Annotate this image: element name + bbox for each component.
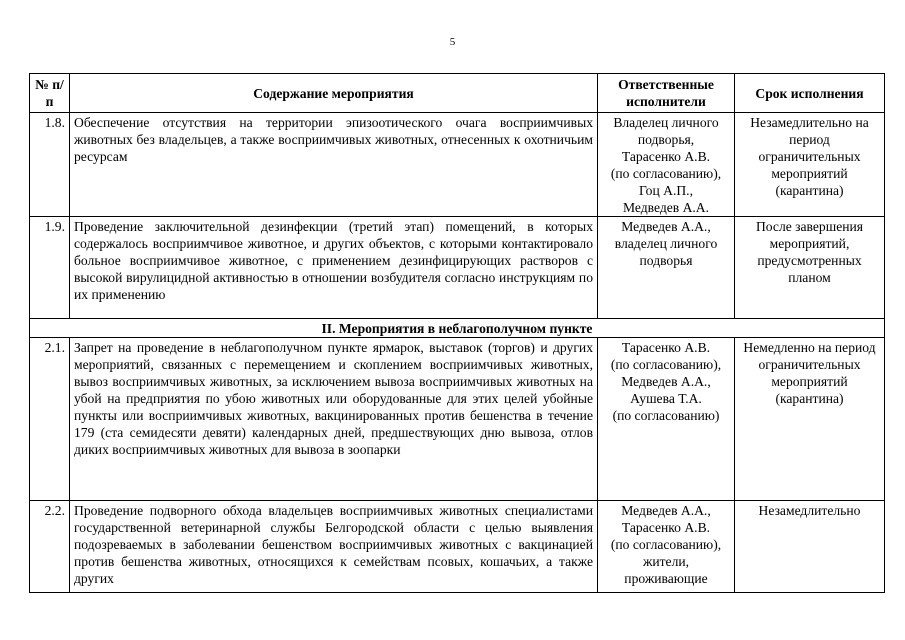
section-row bbox=[30, 319, 885, 338]
section-title: II. Мероприятия в неблагополучном пункте bbox=[30, 319, 885, 338]
row-responsible: Медведев А.А., владелец личного подворья bbox=[598, 217, 735, 319]
header-content: Содержание мероприятия bbox=[70, 74, 598, 113]
row-deadline: Незамедлительно на период ограничительных мероприятий (карантина) bbox=[735, 113, 885, 217]
row-num: 2.1. bbox=[30, 338, 70, 501]
row-deadline: Немедленно на период ограничительных мероприятий (карантина) bbox=[735, 338, 885, 501]
row-deadline: После завершения мероприятий, предусмотренных планом bbox=[735, 217, 885, 319]
header-responsible: Ответственные исполнители bbox=[598, 74, 735, 113]
row-content: Проведение заключительной дезинфекции (третий этап) помещений, в которых содержалось восприимчивое животное, и других объектов, с которыми контактировало больное восприимчивое животное, с применением дезинфицирующих растворов с высокой вирулицидной активностью в отношении возбудителя согласно инструкциям по их применению bbox=[70, 217, 598, 319]
table-row bbox=[30, 113, 885, 217]
row-responsible: Тарасенко А.В. (по согласованию), Медведев А.А., Аушева Т.А. (по согласованию) bbox=[598, 338, 735, 501]
measures-table bbox=[29, 73, 885, 593]
row-num: 1.8. bbox=[30, 113, 70, 217]
row-content: Обеспечение отсутствия на территории эпизоотического очага восприимчивых животных без владельцев, а также восприимчивых животных, отнесенных к охотничьим ресурсам bbox=[70, 113, 598, 217]
row-responsible: Медведев А.А., Тарасенко А.В. (по согласованию), жители, проживающие bbox=[598, 501, 735, 593]
row-responsible: Владелец личного подворья, Тарасенко А.В. (по согласованию), Гоц А.П., Медведев А.А. bbox=[598, 113, 735, 217]
header-num: № п/п bbox=[30, 74, 70, 113]
table-header-row bbox=[30, 74, 885, 113]
table-row bbox=[30, 217, 885, 319]
row-num: 2.2. bbox=[30, 501, 70, 593]
row-content: Запрет на проведение в неблагополучном пункте ярмарок, выставок (торгов) и других мероприятий, связанных с перемещением и скоплением восприимчивых животных, вывоз восприимчивых животных, за исключением вывоза восприимчивых животных на убой на предприятия по убою животных или оборудованные для этих целей убойные пункты или восприимчивых животных, вакцинированных против бешенства в течение 179 (ста семидесяти девяти) календарных дней, предшествующих дню вывоза, отлов диких восприимчивых животных для вывоза в зоопарки bbox=[70, 338, 598, 501]
page-number: 5 bbox=[449, 36, 456, 48]
row-deadline: Незамедлительно bbox=[735, 501, 885, 593]
table-row bbox=[30, 501, 885, 593]
header-deadline: Срок исполнения bbox=[735, 74, 885, 113]
row-num: 1.9. bbox=[30, 217, 70, 319]
row-content: Проведение подворного обхода владельцев восприимчивых животных специалистами государственной ветеринарной службы Белгородской области с целью выявления подозреваемых в заболевании бешенством восприимчивых животных с вакцинацией против бешенства животных, относящихся к семействам псовых, кошачьих, а также других bbox=[70, 501, 598, 593]
table-row bbox=[30, 338, 885, 501]
